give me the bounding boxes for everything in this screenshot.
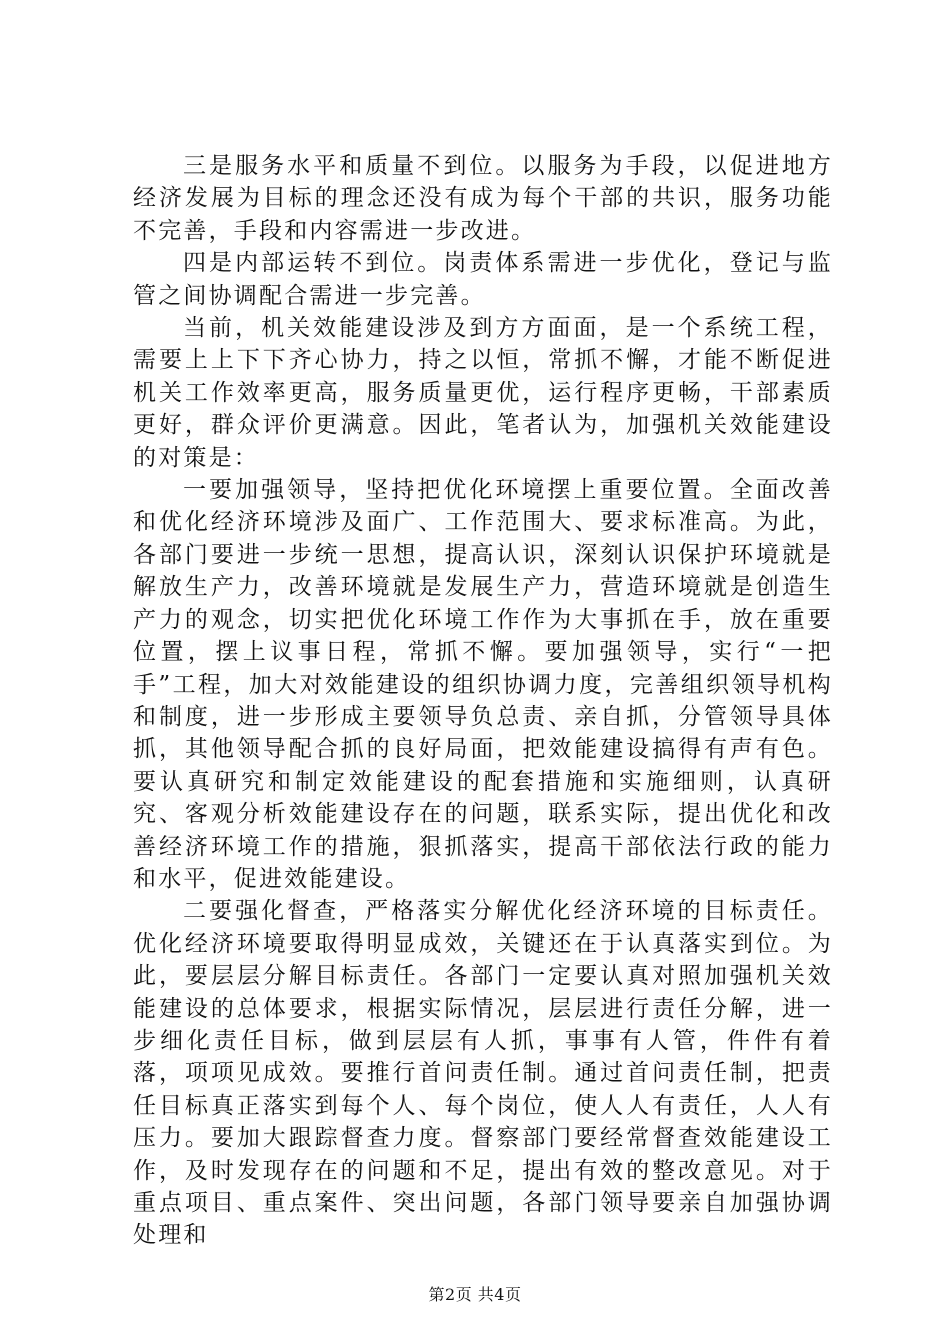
paragraph-service-level: 三是服务水平和质量不到位。以服务为手段，以促进地方经济发展为目标的理念还没有成为每个干部的共识，服务功能不完善，手段和内容需进一步改进。 bbox=[133, 153, 833, 244]
page-number-footer: 第2页 共4页 bbox=[428, 1285, 522, 1304]
document-body bbox=[133, 150, 833, 1252]
paragraph-strengthen-supervision: 二要强化督查，严格落实分解优化经济环境的目标责任。优化经济环境要取得明显成效，关键还在于认真落实到位。为此，要层层分解目标责任。各部门一定要认真对照加强机关效能建设的总体要求，根据实际情况，层层进行责任分解，进一步细化责任目标，做到层层有人抓，事事有人管，件件有着落，项项见成效。要推行首问责任制。通过首问责任制，把责任目标真正落实到每个人、每个岗位，使人人有责任，人人有压力。要加大跟踪督查力度。督察部门要经常督查效能建设工作，及时发现存在的问题和不足，提出有效的整改意见。对于重点项目、重点案件、突出问题，各部门领导要亲自加强协调处理和 bbox=[133, 898, 833, 1249]
paragraph-strengthen-leadership: 一要加强领导，坚持把优化环境摆上重要位置。全面改善和优化经济环境涉及面广、工作范围大、要求标准高。为此，各部门要进一步统一思想，提高认识，深刻认识保护环境就是解放生产力，改善环境就是发展生产力，营造环境就是创造生产力的观念，切实把优化环境工作作为大事抓在手，放在重要位置，摆上议事日程，常抓不懈。要加强领导，实行“一把手”工程，加大对效能建设的组织协调力度，完善组织领导机构和制度，进一步形成主要领导负总责、亲自抓，分管领导具体抓，其他领导配合抓的良好局面，把效能建设搞得有声有色。要认真研究和制定效能建设的配套措施和实施细则，认真研究、客观分析效能建设存在的问题，联系实际，提出优化和改善经济环境工作的措施，狠抓落实，提高干部依法行政的能力和水平，促进效能建设。 bbox=[133, 477, 833, 892]
paragraph-internal-operation: 四是内部运转不到位。岗责体系需进一步优化，登记与监管之间协调配合需进一步完善。 bbox=[133, 250, 833, 309]
paragraph-current-situation: 当前，机关效能建设涉及到方方面面，是一个系统工程，需要上上下下齐心协力，持之以恒，常抓不懈，才能不断促进机关工作效率更高，服务质量更优，运行程序更畅，干部素质更好，群众评价更满意。因此，笔者认为，加强机关效能建设的对策是： bbox=[133, 315, 833, 471]
